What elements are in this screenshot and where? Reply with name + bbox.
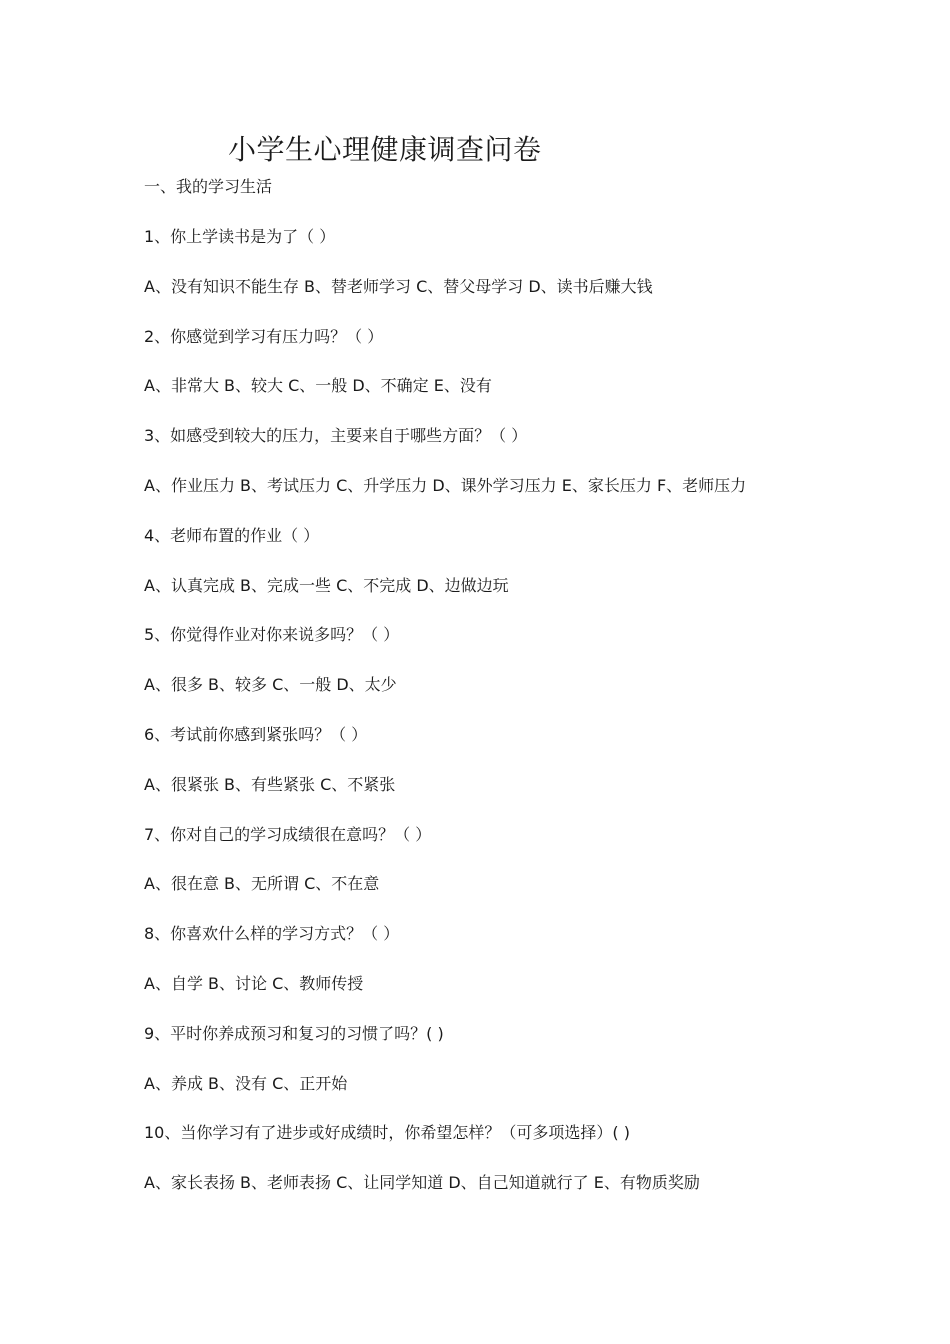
question-4-options: A、认真完成 B、完成一些 C、不完成 D、边做边玩	[144, 575, 509, 595]
question-6-options: A、很紧张 B、有些紧张 C、不紧张	[144, 774, 396, 794]
question-7: 7、你对自己的学习成绩很在意吗？（ ）	[144, 824, 432, 844]
question-5-options: A、很多 B、较多 C、一般 D、太少	[144, 675, 397, 695]
question-10: 10、当你学习有了进步或好成绩时，你希望怎样？（可多项选择）( )	[144, 1123, 630, 1143]
question-7-options: A、很在意 B、无所谓 C、不在意	[144, 874, 380, 894]
question-4: 4、老师布置的作业（ ）	[144, 525, 320, 545]
question-3: 3、如感受到较大的压力，主要来自于哪些方面？（ ）	[144, 426, 528, 446]
question-8: 8、你喜欢什么样的学习方式？（ ）	[144, 924, 400, 944]
question-8-options: A、自学 B、讨论 C、教师传授	[144, 973, 364, 993]
question-list	[144, 225, 904, 1221]
section-heading: 一、我的学习生活	[144, 177, 273, 196]
question-1-options: A、没有知识不能生存 B、替老师学习 C、替父母学习 D、读书后赚大钱	[144, 276, 653, 296]
question-9-options: A、养成 B、没有 C、正开始	[144, 1073, 348, 1093]
question-3-options: A、作业压力 B、考试压力 C、升学压力 D、课外学习压力 E、家长压力 F、老师压力	[144, 475, 747, 495]
page-title: 小学生心理健康调查问卷	[228, 133, 542, 166]
question-5: 5、你觉得作业对你来说多吗？（ ）	[144, 625, 400, 645]
question-1: 1、你上学读书是为了（ ）	[144, 227, 336, 246]
question-2-options: A、非常大 B、较大 C、一般 D、不确定 E、没有	[144, 376, 492, 396]
question-10-options: A、家长表扬 B、老师表扬 C、让同学知道 D、自己知道就行了 E、有物质奖励	[144, 1173, 700, 1193]
question-2: 2、你感觉到学习有压力吗？（ ）	[144, 326, 384, 346]
question-6: 6、考试前你感到紧张吗？（ ）	[144, 724, 368, 744]
question-9: 9、平时你养成预习和复习的习惯了吗？( )	[144, 1023, 444, 1043]
